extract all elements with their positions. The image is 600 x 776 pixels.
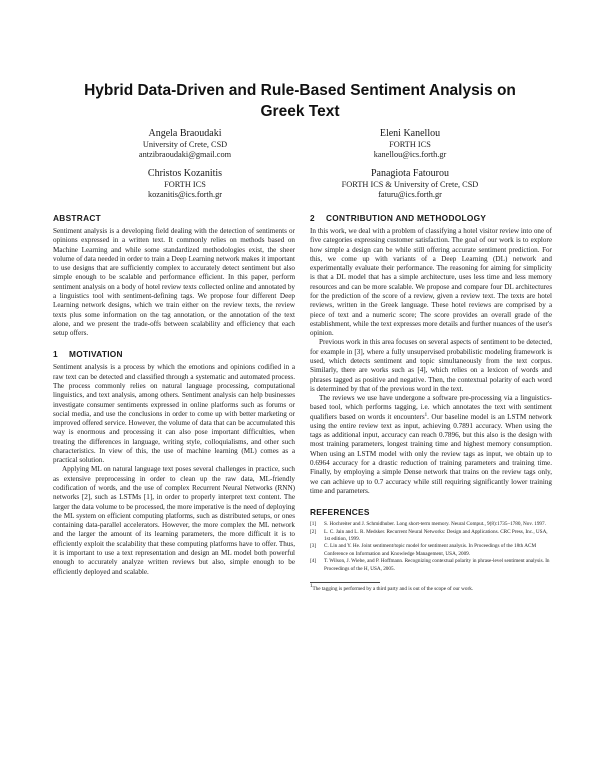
footnote [310,586,552,593]
reference-item [310,558,552,573]
author-affiliation: FORTH ICS [164,180,206,189]
paragraph-text: . Our baseline model is an LSTM network using the entire review text as input, achieving 0.7891 accuracy. When using the tags as additional input, accuracy can reach 0.7896, but this also is the design with most training parameters, longest training time and highest memory consumption. When using an LSTM model with only the review tags as input, we obtain up to 0.6964 accuracy for a drastic reduction of training parameters and training time. Finally, by employing a simple Dense network that trains on the review tags only, we can achieve up to 0.7 accuracy while still requiring significantly lower training time and parameters. [310,412,552,495]
author-name: Panagiota Fatourou [370,168,450,179]
contribution-paragraph: In this work, we deal with a problem of classifying a hotel visitor review into one of five categories expressing customer satisfaction. The goal of our work is to explore how simple a design can be while still offering accurate sentiment prediction. For this, we come up with variants of a Deep Learning (DL) network and experimentally evaluate their performance. The reasoning for aiming for simplicity is that a DL model that has a simple architecture, uses less time and less memory resources and can be more scalable. We propose and compare four DL architectures for the prediction of the score of a review, given a review text. The texts are hotel reviews, written in the Greek language. These hotel reviews are comprised by a piece of text and a numeric score; The score provides an overall grade of the establishment, while the text expresses more details and further nuances of the user's opinion. [310,227,552,338]
reference-item [310,521,552,528]
reference-number: [1] [310,521,317,528]
author-name: Eleni Kanellou [379,128,441,139]
author-name: Angela Braoudaki [148,128,222,139]
footnote-marker: 1 [424,412,428,418]
footnote-divider [310,582,380,583]
reference-list [310,521,552,573]
author-affiliation: FORTH ICS [389,140,431,149]
right-column [310,213,552,593]
left-column [53,213,295,577]
section-title: MOTIVATION [69,349,123,360]
footnote-text: The tagging is performed by a third party and is out of the scope of our work. [312,586,474,592]
author-email: kanellou@ics.forth.gr [373,150,447,160]
footnote-number: 1 [310,584,313,589]
reference-number: [4] [310,558,317,565]
section-title: CONTRIBUTION AND METHODOLOGY [326,213,487,223]
section-number: 2 [310,213,315,223]
author-affiliation: FORTH ICS & University of Crete, CSD [341,180,479,189]
author-email: antzibraoudaki@gmail.com [138,150,232,160]
reference-item [310,529,552,544]
author-block [300,168,520,201]
reference-number: [3] [310,543,317,550]
author-email: kozanitis@ics.forth.gr [148,190,222,200]
references-heading: REFERENCES [310,507,370,518]
reference-text: S. Hochreiter and J. Schmidhuber. Long short-term memory. Neural Comput., 9(8):1735–1780, Nov. 1997. [324,521,546,528]
reference-text: C. Lin and Y. He. Joint sentiment/topic model for sentiment analysis. In Proceedings of the 18th ACM Conference on Information and Knowledge Management, USA, 2009. [324,543,537,557]
author-block [75,128,295,161]
author-block [300,128,520,161]
paragraph-text: The reviews we use have undergone a software pre-processing via a linguistics-based tool, which performs tagging, i.e. which annotates the text with sentiment qualifiers based on words it encounters [310,394,552,421]
motivation-paragraph: Sentiment analysis is a process by which the emotions and opinions codified in a raw text can be detected and classified through a systematic and automated process. The process commonly relies on natural language processing, computational linguistics, and text analysis, among others. Sentiment analysis can help businesses investigate consumer sentiments expressed in online platforms such as forums or social media, and use the conclusions in order to come up with better marketing or improved offered service. However, the volume of data that can be accumulated this way is enormous and processing it can also pose important difficulties, when treating the differences in language, writing style, colloquialisms, and other such characteristics. In view of this, the use of machine learning (ML) comes as a practical solution. [53,363,295,465]
reference-item [310,543,552,558]
abstract-text: Sentiment analysis is a developing field dealing with the detection of sentiments or opinions expressed in a written text. It commonly relies on methods based on Machine Learning and while some standardized methodologies exist, the sheer volume of data needed in order to train a Deep Learning network makes it important to use designs that are sufficiently complex to accurately detect sentiment but also simple enough to be scalable and performance efficient. In this paper, perform sentiment analysis on a body of hotel review texts collected online and annotated by a linguistics tool with sentiment-defining tags. We propose four different Deep Learning network designs, which we train either on the review texts, the review texts plus some information on the tag annotation, or the annotation of the text alone, and we present the trade-offs between scalability and efficiency that each setup offers. [53,227,295,338]
abstract-heading: ABSTRACT [53,213,102,223]
paper-title: Hybrid Data-Driven and Rule-Based Sentiment Analysis on Greek Text [84,82,516,120]
motivation-paragraph: Applying ML on natural language text poses several challenges in practice, such as extensive preprocessing in order to clean up the raw data, ML-friendly codification of words, and the use of complex Recurrent Neural Networks (RNN) networks [2], such as LSTMs [1], in order to properly interpret text content. The larger the data volume to be processed, the more imperative is the need of deploying the ML system on efficient computing platforms, such as distributed setups, or ones containing data-parallel accelerators. However, the more complex the ML network and the larger the amount of its learning parameters, the more difficult it is to efficiently exploit the scalability that these computing platforms have to offer. Thus, it is important to use a text representation and design an ML model both powerful enough to accurately analyze written reviews but also, simple enough to be efficiently deployed and scalable. [53,465,295,576]
reference-text: L. C. Jain and L. R. Medsker. Recurrent Neural Networks: Design and Applications. CRC Press, Inc., USA, 1st edition, 1999. [324,528,548,542]
section-number: 1 [53,349,58,360]
author-name: Christos Kozanitis [147,168,223,179]
reference-text: T. Wilson, J. Wiebe, and P. Hoffmann. Recognizing contextual polarity in phrase-level sentiment analysis. In Proceedings of the H, USA, 2005. [324,558,550,572]
author-email: faturu@ics.forth.gr [378,190,442,200]
section-heading-contribution [310,213,552,224]
author-block [75,168,295,201]
section-heading-motivation [53,349,295,360]
contribution-paragraph [310,394,552,496]
contribution-paragraph: Previous work in this area focuses on several aspects of sentiment to be detected, for example in [3], where a fully unsupervised probabilistic modeling framework is used, which detects sentiment and topic simultaneously from the text corpus. Similarly, there are works such as [4], which relies on a lexicon of words and phrases tagged as positive and negative. Then, the contextual polarity of each word is determined by that of the previous word in the text. [310,338,552,393]
reference-number: [2] [310,528,317,535]
author-affiliation: University of Crete, CSD [142,140,228,149]
